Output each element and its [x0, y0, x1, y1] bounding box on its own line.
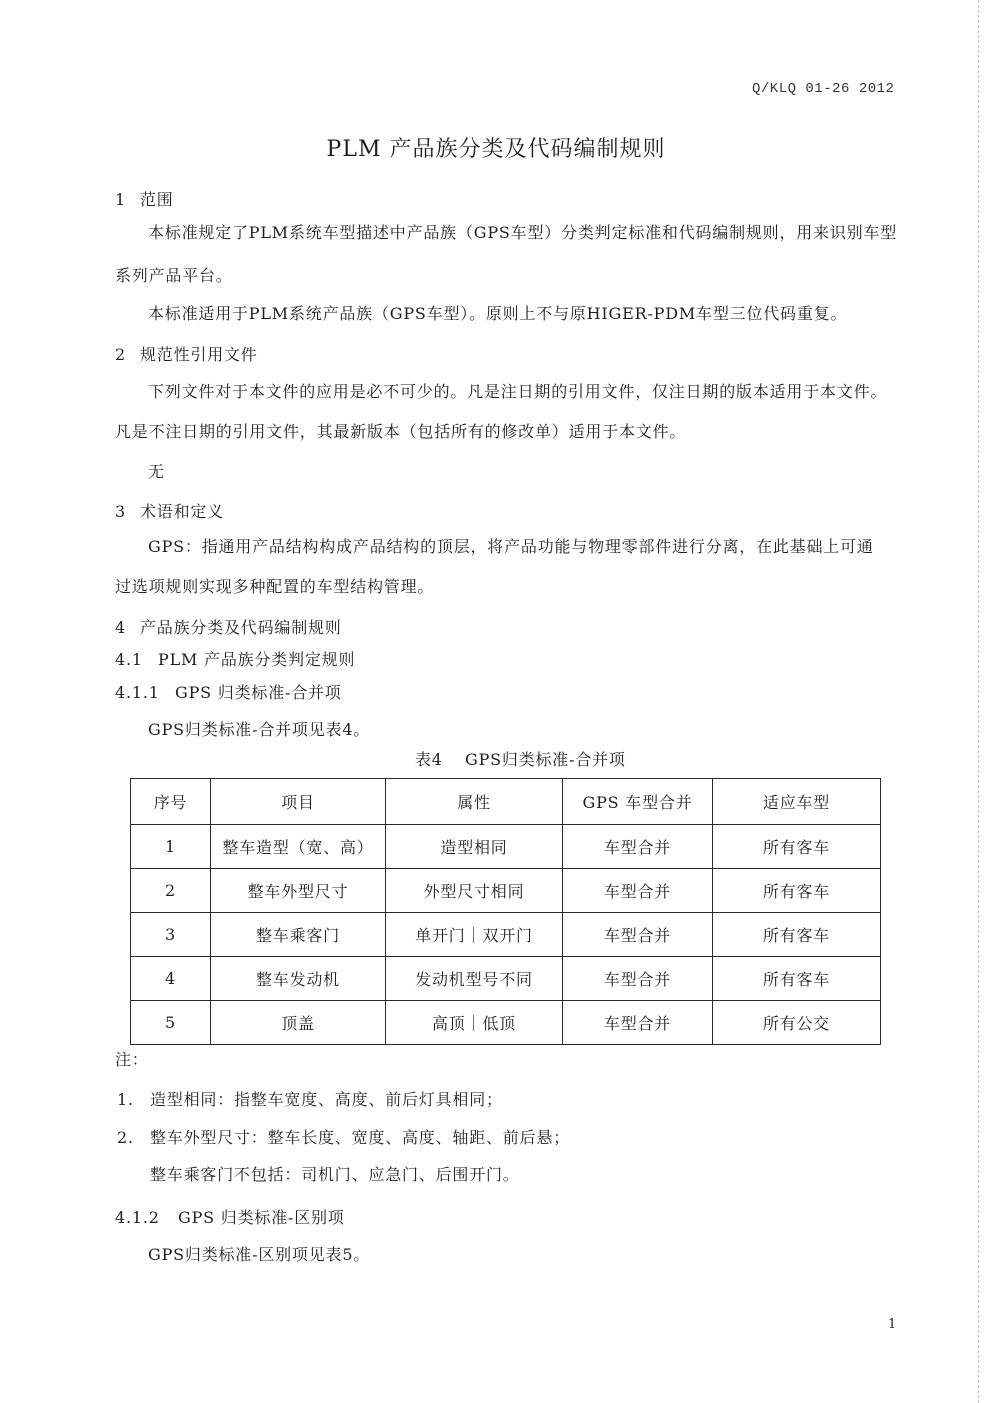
cell-gps-merge: 车型合并 [563, 825, 713, 869]
cell-attribute: 单开门｜双开门 [386, 913, 563, 957]
cell-attribute: 外型尺寸相同 [386, 869, 563, 913]
note-1-number: 1. [117, 1090, 134, 1109]
cell-index: 1 [131, 825, 211, 869]
cell-applicable-model: 所有客车 [713, 825, 881, 869]
scan-edge [978, 0, 979, 1403]
cell-item: 整车发动机 [211, 957, 386, 1001]
table-row [131, 913, 881, 957]
section-4-1-1-paragraph: GPS归类标准-合并项见表4。 [148, 720, 371, 739]
table-row [131, 1001, 881, 1045]
section-1-paragraph-2: 本标准适用于PLM系统产品族（GPS车型）。原则上不与原HIGER-PDM车型三位代码重复。 [148, 304, 848, 323]
section-4-1-2-heading: GPS 归类标准-区别项 [178, 1208, 345, 1227]
cell-applicable-model: 所有客车 [713, 869, 881, 913]
cell-applicable-model: 所有客车 [713, 957, 881, 1001]
section-2-number: 2 [115, 345, 126, 364]
cell-gps-merge: 车型合并 [563, 1001, 713, 1045]
cell-attribute: 造型相同 [386, 825, 563, 869]
section-2-paragraph-2: 无 [148, 462, 165, 481]
cell-index: 3 [131, 913, 211, 957]
cell-applicable-model: 所有客车 [713, 913, 881, 957]
table-4-caption-number: 表4 [415, 750, 443, 769]
section-2-paragraph-1-line-2: 凡是不注日期的引用文件，其最新版本（包括所有的修改单）适用于本文件。 [115, 422, 687, 441]
table-header-row [131, 779, 881, 825]
section-3-paragraph-line-1: GPS：指通用产品结构构成产品结构的顶层，将产品功能与物理零部件进行分离，在此基础上可通 [148, 537, 874, 556]
cell-item: 顶盖 [211, 1001, 386, 1045]
cell-index: 5 [131, 1001, 211, 1045]
note-2-text: 整车外型尺寸：整车长度、宽度、高度、轴距、前后悬； [150, 1128, 571, 1147]
section-4-1-2-paragraph: GPS归类标准-区别项见表5。 [148, 1245, 371, 1264]
section-4-heading: 产品族分类及代码编制规则 [140, 618, 342, 637]
section-4-1-1-heading: GPS 归类标准-合并项 [175, 683, 342, 702]
note-2-number: 2. [117, 1128, 134, 1147]
standard-code: Q/KLQ 01-26 2012 [752, 81, 895, 97]
table-row [131, 957, 881, 1001]
cell-applicable-model: 所有公交 [713, 1001, 881, 1045]
cell-gps-merge: 车型合并 [563, 957, 713, 1001]
table-row [131, 825, 881, 869]
column-header-gps-merge: GPS 车型合并 [563, 779, 713, 825]
section-2-heading: 规范性引用文件 [140, 345, 258, 364]
table-4 [130, 778, 881, 1045]
section-4-number: 4 [115, 618, 126, 637]
note-1-text: 造型相同：指整车宽度、高度、前后灯具相同； [150, 1090, 503, 1109]
section-4-1-2-number: 4.1.2 [115, 1208, 160, 1227]
section-1-paragraph-1-line-2: 系列产品平台。 [115, 266, 233, 285]
section-3-heading: 术语和定义 [140, 502, 225, 521]
section-3-paragraph-line-2: 过选项规则实现多种配置的车型结构管理。 [115, 577, 435, 596]
cell-index: 2 [131, 869, 211, 913]
cell-item: 整车外型尺寸 [211, 869, 386, 913]
cell-index: 4 [131, 957, 211, 1001]
column-header-attribute: 属性 [386, 779, 563, 825]
section-3-number: 3 [115, 502, 126, 521]
notes-label: 注： [115, 1050, 149, 1069]
section-1-paragraph-1-line-1: 本标准规定了PLM系统车型描述中产品族（GPS车型）分类判定标准和代码编制规则，用来识别车型 [148, 223, 898, 242]
section-2-paragraph-1-line-1: 下列文件对于本文件的应用是必不可少的。凡是注日期的引用文件，仅注日期的版本适用于本文件。 [148, 382, 888, 401]
section-1-heading: 范围 [140, 190, 174, 209]
page-number: 1 [888, 1317, 898, 1332]
cell-item: 整车乘客门 [211, 913, 386, 957]
document-title: PLM 产品族分类及代码编制规则 [326, 137, 666, 162]
column-header-item: 项目 [211, 779, 386, 825]
cell-item: 整车造型（宽、高） [211, 825, 386, 869]
cell-gps-merge: 车型合并 [563, 913, 713, 957]
section-4-1-number: 4.1 [115, 650, 143, 669]
note-2-continuation: 整车乘客门不包括：司机门、应急门、后围开门。 [150, 1165, 520, 1184]
table-4-caption-title: GPS归类标准-合并项 [465, 750, 626, 769]
section-1-number: 1 [115, 190, 126, 209]
section-4-1-heading: PLM 产品族分类判定规则 [158, 650, 356, 669]
table-row [131, 869, 881, 913]
cell-attribute: 高顶｜低顶 [386, 1001, 563, 1045]
cell-attribute: 发动机型号不同 [386, 957, 563, 1001]
cell-gps-merge: 车型合并 [563, 869, 713, 913]
column-header-applicable-model: 适应车型 [713, 779, 881, 825]
section-4-1-1-number: 4.1.1 [115, 683, 160, 702]
column-header-index: 序号 [131, 779, 211, 825]
